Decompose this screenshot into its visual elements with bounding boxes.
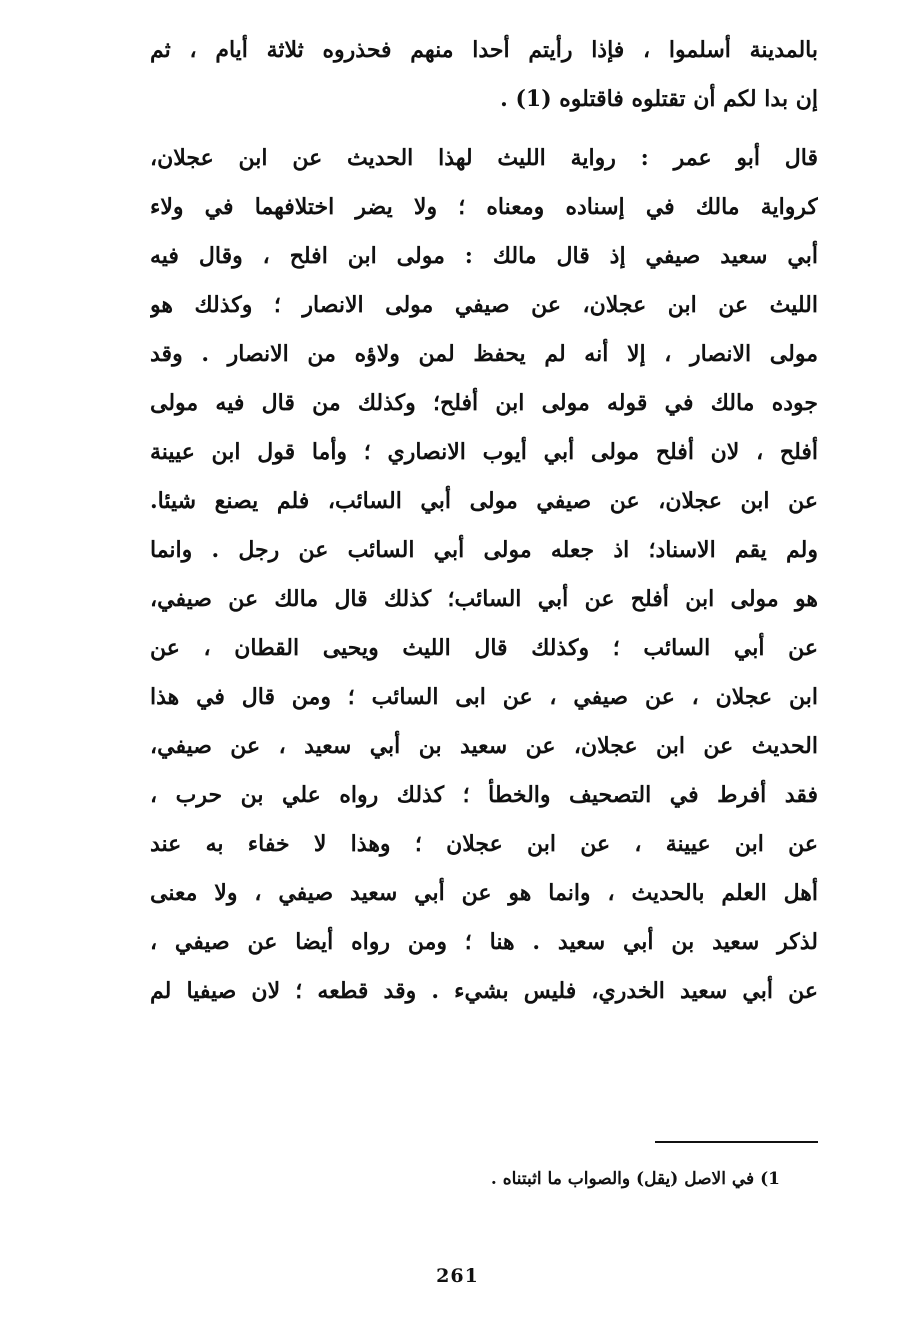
text-line: ابن عجلان ، عن صيفي ، عن ابى السائب ؛ ومن قال في هذا	[150, 684, 818, 710]
paragraph-2	[150, 134, 818, 1016]
text-line: قال أبو عمر : رواية الليث لهذا الحديث عن ابن عجلان،	[150, 145, 818, 171]
text-line: إن بدا لكم أن تقتلوه فاقتلوه (1) .	[500, 86, 818, 112]
text-line: أبي سعيد صيفي إذ قال مالك : مولى ابن افلح ، وقال فيه	[150, 243, 818, 269]
page-number: 261	[436, 1265, 479, 1287]
text-line: أفلح ، لان أفلح مولى أبي أيوب الانصاري ؛ وأما قول ابن عيينة	[150, 439, 818, 465]
text-line: ولم يقم الاسناد؛ اذ جعله مولى أبي السائب عن رجل . وانما	[150, 537, 818, 563]
footnote: 1) في الاصل (يقل) والصواب ما اثبتناه .	[490, 1169, 780, 1189]
footnote-divider	[655, 1141, 818, 1143]
text-line: هو مولى ابن أفلح عن أبي السائب؛ كذلك قال مالك عن صيفي،	[150, 586, 818, 612]
text-line: بالمدينة أسلموا ، فإذا رأيتم أحدا منهم فحذروه ثلاثة أيام ، ثم	[150, 37, 818, 63]
text-line: لذكر سعيد بن أبي سعيد . هنا ؛ ومن رواه أيضا عن صيفي ،	[150, 929, 818, 955]
text-line: عن أبي السائب ؛ وكذلك قال الليث ويحيى القطان ، عن	[150, 635, 818, 661]
text-line: جوده مالك في قوله مولى ابن أفلح؛ وكذلك من قال فيه مولى	[150, 390, 818, 416]
text-line: عن أبي سعيد الخدري، فليس بشيء . وقد قطعه ؛ لان صيفيا لم	[150, 978, 818, 1004]
text-line: مولى الانصار ، إلا أنه لم يحفظ لمن ولاؤه من الانصار . وقد	[150, 341, 818, 367]
text-line: عن ابن عيينة ، عن ابن عجلان ؛ وهذا لا خفاء به عند	[150, 831, 818, 857]
paragraph-1	[150, 26, 818, 124]
text-line: أهل العلم بالحديث ، وانما هو عن أبي سعيد صيفي ، ولا معنى	[150, 880, 818, 906]
text-line: الليث عن ابن عجلان، عن صيفي مولى الانصار ؛ وكذلك هو	[150, 292, 818, 318]
text-line: كرواية مالك في إسناده ومعناه ؛ ولا يضر اختلافهما في ولاء	[150, 194, 818, 220]
text-line: عن ابن عجلان، عن صيفي مولى أبي السائب، فلم يصنع شيئا.	[150, 488, 818, 514]
text-line: فقد أفرط في التصحيف والخطأ ؛ كذلك رواه علي بن حرب ،	[150, 782, 818, 808]
text-line: الحديث عن ابن عجلان، عن سعيد بن أبي سعيد ، عن صيفي،	[150, 733, 818, 759]
